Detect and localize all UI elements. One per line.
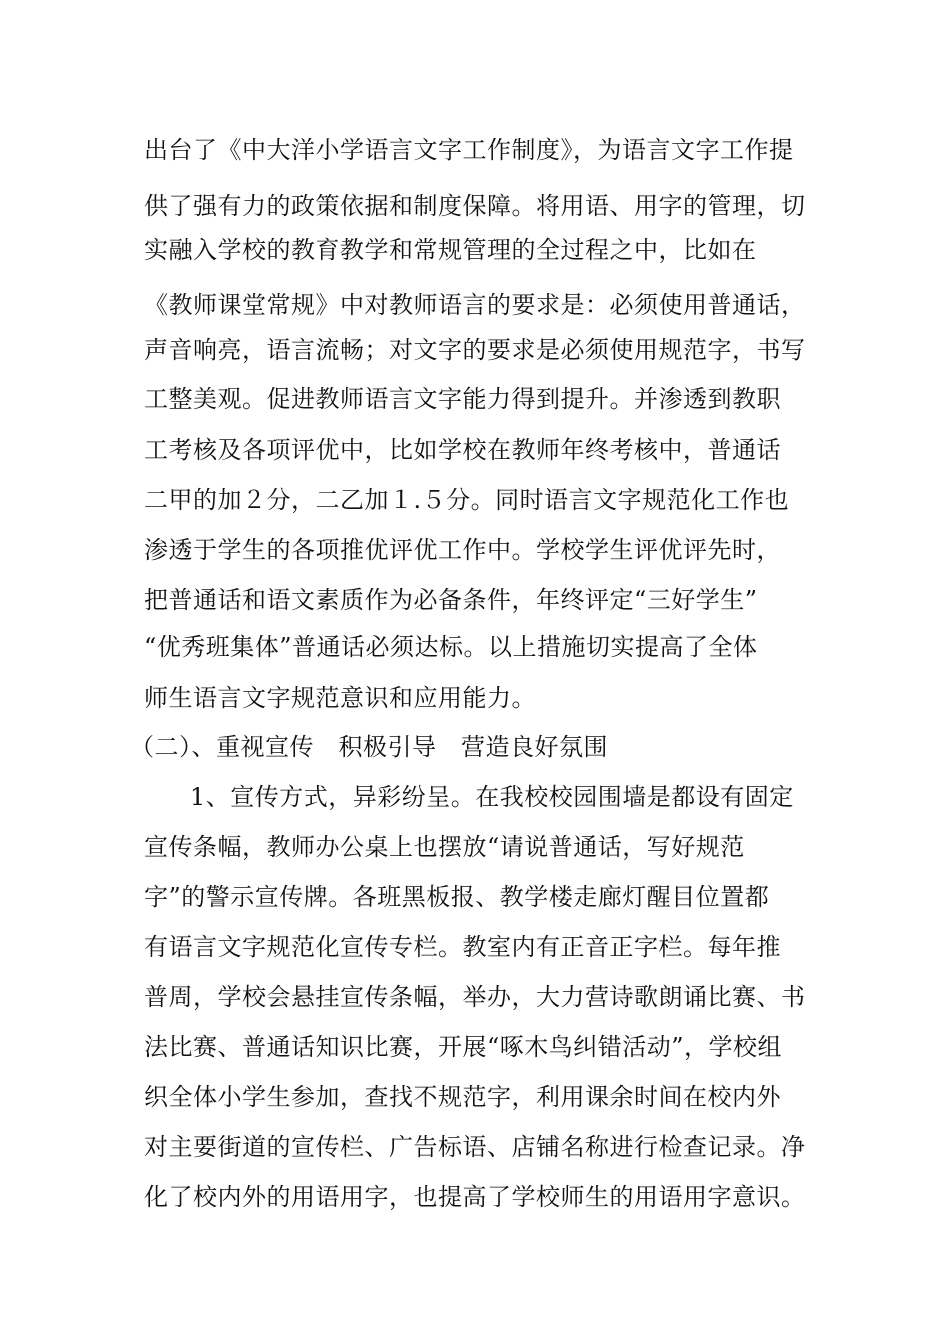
paragraph-line: 二甲的加２分，二乙加１.５分。同时语言文字规范化工作也 bbox=[144, 486, 790, 514]
section-heading: （二）、重视宣传 积极引导 营造良好氛围 bbox=[130, 733, 608, 761]
paragraph-line: 师生语言文字规范意识和应用能力。 bbox=[144, 684, 536, 712]
paragraph-line: 声音响亮，语言流畅；对文字的要求是必须使用规范字，书写 bbox=[144, 336, 806, 364]
paragraph-line: 工考核及各项评优中，比如学校在教师年终考核中，普通话 bbox=[144, 436, 781, 464]
paragraph-line: 字”的警示宣传牌。各班黑板报、教学楼走廊灯醒目位置都 bbox=[144, 883, 770, 911]
paragraph-line: 供了强有力的政策依据和制度保障。将用语、用字的管理，切 bbox=[144, 192, 806, 220]
paragraph-line: 把普通话和语文素质作为必备条件，年终评定“三好学生” bbox=[144, 586, 758, 614]
paragraph-line: 有语言文字规范化宣传专栏。教室内有正音正字栏。每年推 bbox=[144, 933, 781, 961]
paragraph-line: 实融入学校的教育教学和常规管理的全过程之中，比如在 bbox=[144, 236, 757, 264]
paragraph-line: 对主要街道的宣传栏、广告标语、店铺名称进行检查记录。净 bbox=[144, 1133, 806, 1161]
paragraph-line: 《教师课堂常规》中对教师语言的要求是：必须使用普通话， bbox=[144, 291, 806, 319]
paragraph-line: 织全体小学生参加，查找不规范字，利用课余时间在校内外 bbox=[144, 1083, 781, 1111]
paragraph-line: 1、宣传方式，异彩纷呈。在我校校园围墙是都设有固定 bbox=[190, 783, 794, 811]
paragraph-line: “优秀班集体”普通话必须达标。以上措施切实提高了全体 bbox=[144, 633, 758, 661]
paragraph-line: 普周，学校会悬挂宣传条幅，举办，大力营诗歌朗诵比赛、书 bbox=[144, 983, 806, 1011]
paragraph-line: 工整美观。促进教师语言文字能力得到提升。并渗透到教职 bbox=[144, 385, 781, 413]
paragraph-line: 出台了《中大洋小学语言文字工作制度》，为语言文字工作提 bbox=[144, 136, 794, 164]
paragraph-line: 宣传条幅，教师办公桌上也摆放“请说普通话，写好规范 bbox=[144, 833, 745, 861]
paragraph-line: 渗透于学生的各项推优评优工作中。学校学生评优评先时， bbox=[144, 536, 781, 564]
paragraph-line: 法比赛、普通话知识比赛，开展“啄木鸟纠错活动”，学校组 bbox=[144, 1033, 783, 1061]
paragraph-line: 化了校内外的用语用字，也提高了学校师生的用语用字意识。 bbox=[144, 1183, 806, 1211]
